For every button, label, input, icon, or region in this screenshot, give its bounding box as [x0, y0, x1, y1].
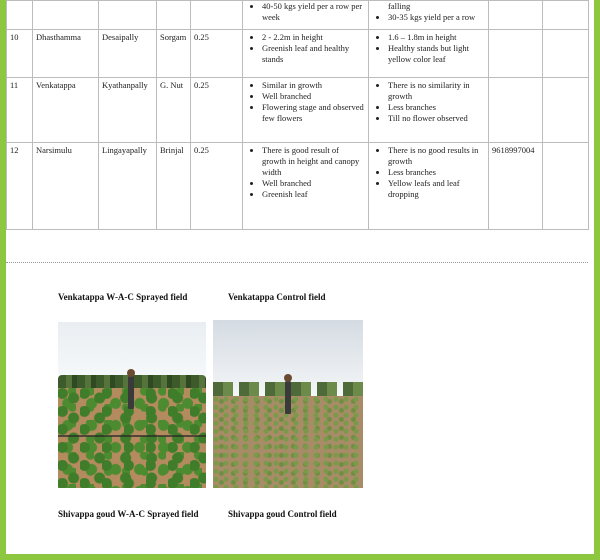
cell-crop: G. Nut — [157, 78, 191, 143]
list-item: • Well branched — [262, 178, 365, 189]
cell-phone — [489, 30, 543, 78]
section-divider — [6, 262, 588, 263]
cell-area: 0.25 — [191, 78, 243, 143]
cell-village: Kyathanpally — [99, 78, 157, 143]
cell-no: 11 — [7, 78, 33, 143]
cell-empty — [543, 78, 589, 143]
document-page — [6, 0, 594, 554]
cell-control — [369, 30, 489, 78]
cell-area — [191, 1, 243, 30]
list-item: • Yellow leafs and leaf dropping — [388, 178, 485, 200]
list-item: • 30-35 kgs yield per a row — [388, 12, 485, 23]
cell-treated — [243, 1, 369, 30]
caption-top-left: Venkatappa W-A-C Sprayed field — [58, 292, 188, 302]
cell-crop: Sorgam — [157, 30, 191, 78]
list-item: • 1.6 – 1.8m in height — [388, 32, 485, 43]
cell-empty — [543, 1, 589, 30]
list-item: • Less branches — [388, 102, 485, 113]
list-item: • Similar in growth — [262, 80, 365, 91]
cell-treated — [243, 30, 369, 78]
cell-name — [33, 1, 99, 30]
table-row — [7, 143, 589, 230]
list-item: • Greenish leaf and healthy stands — [262, 43, 365, 65]
cell-name: Venkatappa — [33, 78, 99, 143]
cell-treated — [243, 143, 369, 230]
cell-empty — [543, 143, 589, 230]
cell-village: Lingayapally — [99, 143, 157, 230]
cell-control — [369, 1, 489, 30]
list-item: • Well branched — [262, 91, 365, 102]
list-item: • Less branches — [388, 167, 485, 178]
list-item: • There is no good results in growth — [388, 145, 485, 167]
cell-crop — [157, 1, 191, 30]
cell-no — [7, 1, 33, 30]
cell-area: 0.25 — [191, 30, 243, 78]
cell-name: Narsimulu — [33, 143, 99, 230]
cell-no: 12 — [7, 143, 33, 230]
list-item: • Till no flower observed — [388, 113, 485, 124]
table-row — [7, 1, 589, 30]
list-item: • 40-50 kgs yield per a row per week — [262, 1, 365, 23]
cell-phone — [489, 1, 543, 30]
caption-bottom-left: Shivappa goud W-A-C Sprayed field — [58, 509, 199, 519]
sprayed-field-photo — [58, 322, 206, 488]
caption-top-right: Venkatappa Control field — [228, 292, 326, 302]
cell-control — [369, 143, 489, 230]
list-item: • There is no similarity in growth — [388, 80, 485, 102]
list-item: falling — [388, 1, 411, 11]
list-item: • Healthy stands but light yellow color leaf — [388, 43, 485, 65]
cell-empty — [543, 30, 589, 78]
control-field-photo — [213, 320, 363, 488]
list-item: • There is good result of growth in height and canopy width — [262, 145, 365, 178]
cell-control — [369, 78, 489, 143]
cell-area: 0.25 — [191, 143, 243, 230]
cell-phone — [489, 78, 543, 143]
table-row — [7, 30, 589, 78]
list-item: • Flowering stage and observed few flowers — [262, 102, 365, 124]
cell-crop: Brinjal — [157, 143, 191, 230]
list-item: • Greenish leaf — [262, 189, 365, 200]
caption-bottom-right: Shivappa goud Control field — [228, 509, 337, 519]
table-row — [7, 78, 589, 143]
cell-name: Dhasthamma — [33, 30, 99, 78]
cell-treated — [243, 78, 369, 143]
cell-no: 10 — [7, 30, 33, 78]
cell-phone: 9618997004 — [489, 143, 543, 230]
list-item: • 2 - 2.2m in height — [262, 32, 365, 43]
cell-village: Desaipally — [99, 30, 157, 78]
cell-village — [99, 1, 157, 30]
results-table — [6, 0, 589, 230]
